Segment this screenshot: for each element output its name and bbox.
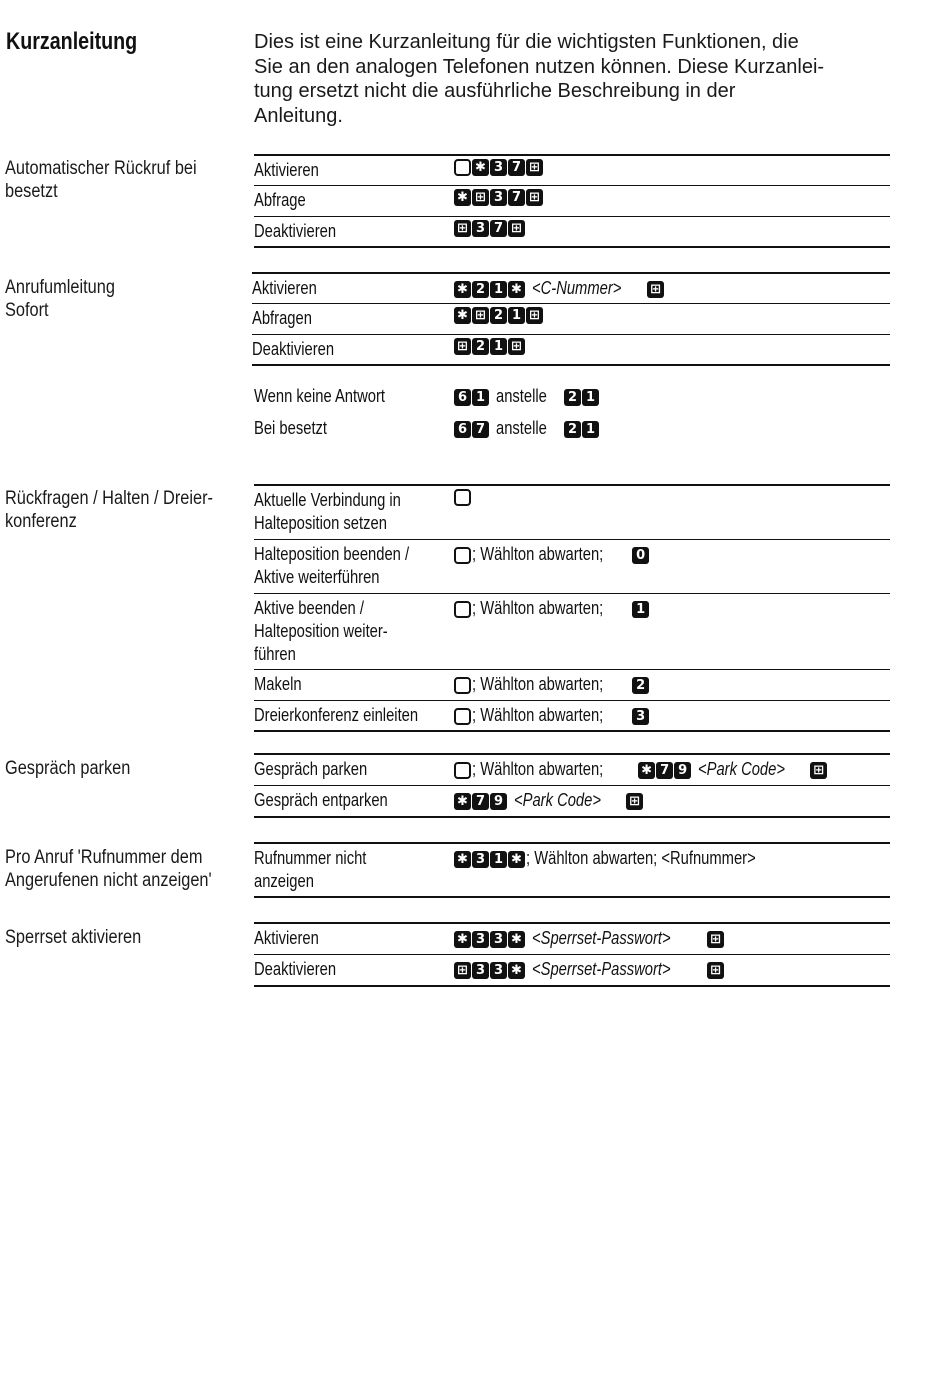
key-sequence xyxy=(454,189,544,206)
note-row xyxy=(252,382,890,414)
star-key-icon: ✱ xyxy=(508,281,525,298)
table-row xyxy=(254,594,890,670)
row-label: Deaktivieren xyxy=(254,221,337,241)
digit-3-key-icon: 3 xyxy=(490,931,507,948)
key-sequence xyxy=(454,338,526,355)
row-label: Dreierkonferenz einleiten xyxy=(254,705,419,725)
digit-2-key-icon: 2 xyxy=(564,421,581,438)
row-label: Abfrage xyxy=(254,190,306,210)
row-label: Makeln xyxy=(254,674,302,694)
intro-line: Sie an den analogen Telefonen nutzen können. Diese Kurzanlei- xyxy=(254,55,825,78)
hash-key-icon: ⊞ xyxy=(707,931,724,948)
digit-2-key-icon: 2 xyxy=(490,307,507,324)
hook-flash-key-icon xyxy=(454,677,471,694)
digit-1-key-icon: 1 xyxy=(582,421,599,438)
hash-key-icon: ⊞ xyxy=(508,338,525,355)
table-row xyxy=(254,701,890,732)
digit-3-key-icon: 3 xyxy=(490,962,507,979)
hook-flash-key-icon xyxy=(454,489,471,506)
digit-7-key-icon: 7 xyxy=(508,159,525,176)
table-row xyxy=(254,540,890,594)
section-label-anrufumleitung: Anrufumleitung Sofort xyxy=(5,277,115,321)
row-label: Gespräch parken xyxy=(254,759,368,779)
hash-key-icon: ⊞ xyxy=(526,189,543,206)
key-sequence xyxy=(454,159,544,176)
note-label: Bei besetzt xyxy=(254,418,328,438)
digit-7-key-icon: 7 xyxy=(508,189,525,206)
key-sequence: ; Wählton abwarten; 2 xyxy=(454,673,650,696)
digit-1-key-icon: 1 xyxy=(582,389,599,406)
key-sequence: ✱ 7 9 <Park Code> ⊞ xyxy=(454,789,644,812)
table-row xyxy=(254,217,890,248)
note-label: Wenn keine Antwort xyxy=(254,386,386,406)
hook-flash-key-icon xyxy=(454,708,471,725)
star-key-icon: ✱ xyxy=(454,793,471,810)
digit-1-key-icon: 1 xyxy=(490,338,507,355)
key-sequence xyxy=(454,489,472,506)
hash-key-icon: ⊞ xyxy=(472,307,489,324)
key-sequence: ; Wählton abwarten; 0 xyxy=(454,543,650,566)
key-sequence: ✱ 3 3 ✱ <Sperrset-Passwort> ⊞ xyxy=(454,927,725,950)
hash-key-icon: ⊞ xyxy=(810,762,827,779)
digit-2-key-icon: 2 xyxy=(632,677,649,694)
star-key-icon: ✱ xyxy=(454,851,471,868)
hash-key-icon: ⊞ xyxy=(454,220,471,237)
digit-9-key-icon: 9 xyxy=(490,793,507,810)
hash-key-icon: ⊞ xyxy=(626,793,643,810)
digit-7-key-icon: 7 xyxy=(472,421,489,438)
hook-flash-key-icon xyxy=(454,601,471,618)
hash-key-icon: ⊞ xyxy=(472,189,489,206)
row-label: Gespräch entparken xyxy=(254,790,388,810)
section-label-rueckfragen: Rückfragen / Halten / Dreier- konferenz xyxy=(5,488,213,532)
hook-flash-key-icon xyxy=(454,159,471,176)
row-label: Aktivieren xyxy=(254,160,319,180)
digit-6-key-icon: 6 xyxy=(454,389,471,406)
intro-line: Dies ist eine Kurzanleitung für die wichtigsten Funktionen, die xyxy=(254,31,799,53)
row-label: Aktivieren xyxy=(254,928,319,948)
table-row xyxy=(252,304,890,335)
table-rueckfragen xyxy=(254,484,890,732)
hash-key-icon: ⊞ xyxy=(707,962,724,979)
star-key-icon: ✱ xyxy=(508,962,525,979)
digit-7-key-icon: 7 xyxy=(472,793,489,810)
digit-2-key-icon: 2 xyxy=(472,338,489,355)
digit-3-key-icon: 3 xyxy=(472,851,489,868)
digit-3-key-icon: 3 xyxy=(472,931,489,948)
key-sequence: ✱ 2 1 ✱ <C-Nummer> ⊞ xyxy=(454,277,665,300)
row-label: Deaktivieren xyxy=(252,339,335,359)
digit-2-key-icon: 2 xyxy=(472,281,489,298)
digit-9-key-icon: 9 xyxy=(674,762,691,779)
table-sperrset xyxy=(254,922,890,987)
digit-1-key-icon: 1 xyxy=(632,601,649,618)
table-row xyxy=(254,670,890,701)
digit-3-key-icon: 3 xyxy=(472,220,489,237)
table-row xyxy=(254,186,890,217)
key-sequence: ; Wählton abwarten; ✱ 7 9 <Park Code> ⊞ xyxy=(454,758,828,781)
row-label: Aktivieren xyxy=(252,278,317,298)
table-row xyxy=(254,156,890,186)
digit-6-key-icon: 6 xyxy=(454,421,471,438)
key-sequence: ⊞ 3 3 ✱ <Sperrset-Passwort> ⊞ xyxy=(454,958,725,981)
key-sequence xyxy=(454,307,544,324)
table-row xyxy=(254,844,890,898)
section-label-rufnummer: Pro Anruf 'Rufnummer dem Angerufenen nicht anzeigen' xyxy=(5,847,212,891)
star-key-icon: ✱ xyxy=(638,762,655,779)
digit-2-key-icon: 2 xyxy=(564,389,581,406)
digit-7-key-icon: 7 xyxy=(490,220,507,237)
star-key-icon: ✱ xyxy=(454,189,471,206)
key-sequence: ; Wählton abwarten; 1 xyxy=(454,597,650,620)
digit-3-key-icon: 3 xyxy=(632,708,649,725)
page-title: Kurzanleitung xyxy=(6,28,138,55)
intro-line: Anleitung. xyxy=(254,104,343,127)
row-label: Abfragen xyxy=(252,308,312,328)
star-key-icon: ✱ xyxy=(472,159,489,176)
intro-line: tung ersetzt nicht die ausführliche Beschreibung in der xyxy=(254,80,736,102)
star-key-icon: ✱ xyxy=(454,307,471,324)
row-label: Halteposition beenden / Aktive weiterführen xyxy=(254,544,410,587)
key-sequence xyxy=(454,220,526,237)
table-row xyxy=(254,486,890,540)
hash-key-icon: ⊞ xyxy=(454,338,471,355)
section-label-parken: Gespräch parken xyxy=(5,758,131,779)
digit-1-key-icon: 1 xyxy=(490,281,507,298)
note-row xyxy=(252,414,890,446)
digit-3-key-icon: 3 xyxy=(472,962,489,979)
table-row xyxy=(254,786,890,818)
row-label: Rufnummer nicht anzeigen xyxy=(254,848,367,891)
row-label: Aktuelle Verbindung in Halteposition setzen xyxy=(254,490,401,533)
hash-key-icon: ⊞ xyxy=(526,159,543,176)
table-parken xyxy=(254,753,890,818)
section-label-sperrset: Sperrset aktivieren xyxy=(5,927,142,948)
digit-7-key-icon: 7 xyxy=(656,762,673,779)
table-row xyxy=(254,955,890,987)
key-sequence: 6 7 anstelle 2 1 xyxy=(454,417,600,440)
star-key-icon: ✱ xyxy=(454,931,471,948)
digit-0-key-icon: 0 xyxy=(632,547,649,564)
digit-3-key-icon: 3 xyxy=(490,159,507,176)
hash-key-icon: ⊞ xyxy=(647,281,664,298)
table-anrufumleitung xyxy=(252,272,890,446)
section-label-rueckruf: Automatischer Rückruf bei besetzt xyxy=(5,158,197,202)
hash-key-icon: ⊞ xyxy=(526,307,543,324)
hash-key-icon: ⊞ xyxy=(508,220,525,237)
hash-key-icon: ⊞ xyxy=(454,962,471,979)
key-sequence: ✱ 3 1 ✱ ; Wählton abwarten; <Rufnummer> xyxy=(454,847,806,870)
digit-1-key-icon: 1 xyxy=(472,389,489,406)
digit-1-key-icon: 1 xyxy=(508,307,525,324)
key-sequence: ; Wählton abwarten; 3 xyxy=(454,704,650,727)
row-label: Deaktivieren xyxy=(254,959,337,979)
intro-paragraph xyxy=(254,30,894,128)
hook-flash-key-icon xyxy=(454,762,471,779)
star-key-icon: ✱ xyxy=(508,851,525,868)
table-rueckruf xyxy=(254,154,890,248)
table-row xyxy=(252,335,890,366)
table-row xyxy=(254,924,890,955)
table-row xyxy=(252,274,890,304)
row-label: Aktive beenden / Halteposition weiter- führen xyxy=(254,598,388,664)
table-rufnummer xyxy=(254,842,890,898)
star-key-icon: ✱ xyxy=(454,281,471,298)
digit-3-key-icon: 3 xyxy=(490,189,507,206)
digit-1-key-icon: 1 xyxy=(490,851,507,868)
star-key-icon: ✱ xyxy=(508,931,525,948)
key-sequence: 6 1 anstelle 2 1 xyxy=(454,385,600,408)
table-row xyxy=(254,755,890,786)
hook-flash-key-icon xyxy=(454,547,471,564)
